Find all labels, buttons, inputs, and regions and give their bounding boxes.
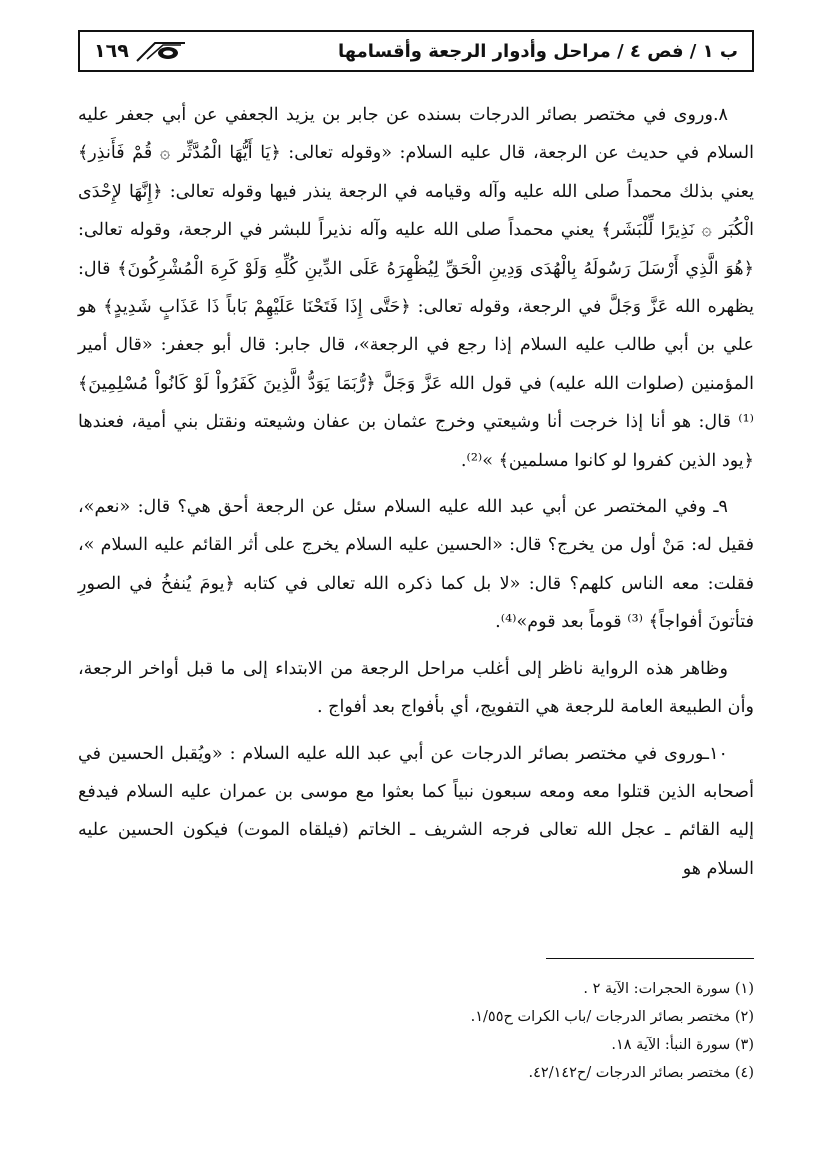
footnote-1: (١) سورة الحجرات: الآية ٢ .: [583, 981, 754, 997]
footnote-2: (٢) مختصر بصائر الدرجات /باب الكرات ح١/٥٥.: [470, 1009, 754, 1025]
paragraph-narration-9: ٩ـ وفي المختصر عن أبي عبد الله عليه السلام سئل عن الرجعة أحق هي؟ قال: «نعم»، فقيل له: مَنْ أول من يخرج؟ قال: «الحسين عليه السلام يخرج على أثر القائم عليه السلام »، فقلت: معه الناس كلهم؟ قال: «لا بل كما ذكره الله تعالى في كتابه ﴿يومَ يُنفخُ في الصورِ فتأتونَ أفواجاً﴾ ⁽³⁾ قوماً بعد قوم»⁽⁴⁾.: [78, 497, 754, 633]
footnote-4: (٤) مختصر بصائر الدرجات /ح٤٢/١٤٢.: [528, 1065, 754, 1081]
chapter-title: ب ١ / فص ٤ / مراحل وأدوار الرجعة وأقسامها: [337, 40, 738, 62]
main-text: [78, 96, 754, 888]
footnotes: [78, 975, 754, 1087]
page-number: ١٦٩: [94, 40, 129, 62]
page-number-group: [94, 39, 187, 63]
paragraph-commentary: وظاهر هذه الرواية ناظر إلى أغلب مراحل الرجعة من الابتداء إلى ما قبل أواخر الرجعة، وأن الطبيعة العامة للرجعة هي التفويج، أي بأفواج بعد أفواج .: [78, 658, 754, 718]
footnote-divider: [546, 958, 754, 959]
ornament-icon: [135, 39, 187, 63]
running-header: [78, 30, 754, 72]
footnote-3: (٣) سورة النبأ: الآية ١٨.: [611, 1037, 754, 1053]
paragraph-narration-8: ٨.وروى في مختصر بصائر الدرجات بسنده عن جابر بن يزيد الجعفي عن أبي جعفر عليه السلام في حديث عن الرجعة، قال عليه السلام: «وقوله تعالى: ﴿يَا أَيُّهَا الْمُدَّثِّر ۞ قُمْ فَأَنذِر﴾ يعني بذلك محمداً صلى الله عليه وآله وقيامه في الرجعة ينذر فيها وقوله تعالى: ﴿إِنَّهَا لإِحْدَى الْكُبَر ۞ نَذِيرًا لِّلْبَشَر﴾ يعني محمداً صلى الله عليه وآله نذيراً للبشر في الرجعة، وقوله تعالى: ﴿هُوَ الَّذِي أَرْسَلَ رَسُولَهُ بِالْهُدَى وَدِينِ الْحَقِّ لِيُظْهِرَهُ عَلَى الدِّينِ كُلِّهِ وَلَوْ كَرِهَ الْمُشْرِكُونَ﴾ قال: يظهره الله عَزَّ وَجَلَّ في الرجعة، وقوله تعالى: ﴿حَتَّى إِذَا فَتَحْنَا عَلَيْهِمْ بَاباً ذَا عَذَابٍ شَدِيدٍ﴾ هو علي بن أبي طالب عليه السلام إذا رجع في الرجعة»، قال جابر: قال أبو جعفر: «قال أمير المؤمنين (صلوات الله عليه) في قول الله عَزَّ وَجَلَّ ﴿رُّبَمَا يَوَدُّ الَّذِينَ كَفَرُواْ لَوْ كَانُواْ مُسْلِمِينَ﴾ ⁽¹⁾ قال: هو أنا إذا خرجت أنا وشيعتي وخرج عثمان بن عفان وشيعته ونقتل بني أمية، فعندها ﴿يود الذين كفروا لو كانوا مسلمين﴾ »⁽²⁾.: [78, 105, 754, 471]
paragraph-narration-10: ١٠ـوروى في مختصر بصائر الدرجات عن أبي عبد الله عليه السلام : «ويُقبل الحسين في أصحابه الذين قتلوا معه ومعه سبعون نبياً كما بعثوا مع موسى بن عمران عليه السلام فيدفع إليه القائم ـ عجل الله تعالى فرجه الشريف ـ الخاتم (فيلقاه الموت) فيكون الحسين عليه السلام هو: [78, 743, 754, 879]
